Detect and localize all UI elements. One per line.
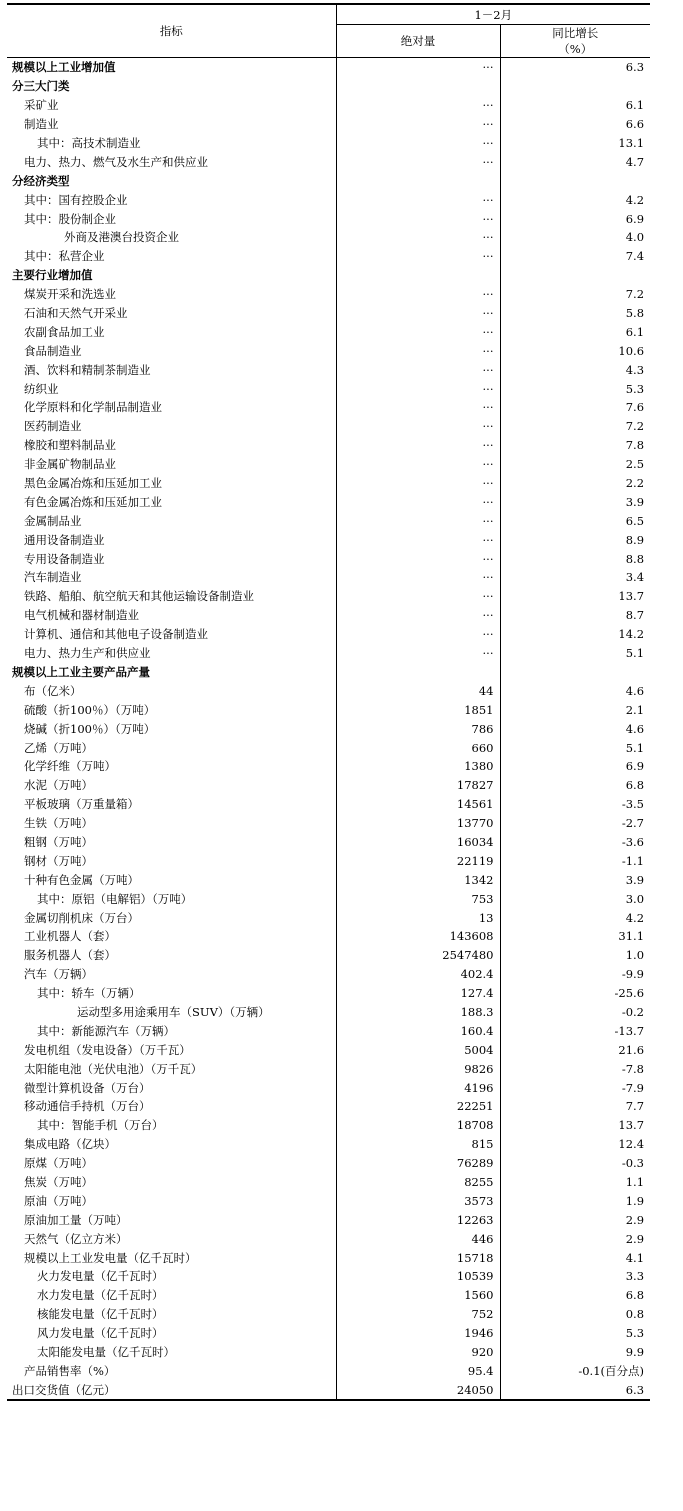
row-label: 规模以上工业主要产品产量 <box>12 664 150 679</box>
row-label: 外商及港澳台投资企业 <box>64 230 179 245</box>
row-label: 食品制造业 <box>24 343 82 358</box>
row-absolute-value: 160.4 <box>336 1021 500 1040</box>
table-row <box>7 77 650 96</box>
table-row <box>7 606 650 625</box>
row-growth-value: 5.8 <box>500 304 650 323</box>
row-label: 核能发电量（亿千瓦时） <box>37 1307 164 1322</box>
row-absolute-value: ··· <box>336 398 500 417</box>
row-growth-value: 7.8 <box>500 436 650 455</box>
row-absolute-value: ··· <box>336 644 500 663</box>
row-growth-value: 4.0 <box>500 228 650 247</box>
row-label: 太阳能发电量（亿千瓦时） <box>37 1345 175 1359</box>
row-label: 焦炭（万吨） <box>24 1174 93 1189</box>
row-label: 烧碱（折100％）（万吨） <box>24 721 156 736</box>
table-row <box>7 1191 650 1210</box>
row-absolute-value: 143608 <box>336 927 500 946</box>
row-absolute-value: 1342 <box>336 870 500 889</box>
row-absolute-value: 14561 <box>336 795 500 814</box>
row-growth-value: 7.2 <box>500 417 650 436</box>
row-growth-value: 5.1 <box>500 644 650 663</box>
growth-header <box>500 25 650 58</box>
row-label: 其中：原铝（电解铝）（万吨） <box>37 891 193 906</box>
row-growth-value: -2.7 <box>500 814 650 833</box>
row-label: 分三大门类 <box>12 79 70 94</box>
row-absolute-value: ··· <box>336 417 500 436</box>
row-absolute-value: 12263 <box>336 1210 500 1229</box>
table-body <box>7 58 650 1401</box>
row-growth-value: 8.9 <box>500 530 650 549</box>
row-label: 移动通信手持机（万台） <box>24 1099 151 1114</box>
table-row <box>7 1210 650 1229</box>
row-absolute-value: 660 <box>336 738 500 757</box>
row-absolute-value: ··· <box>336 247 500 266</box>
row-growth-value: 4.2 <box>500 908 650 927</box>
table-row <box>7 870 650 889</box>
table-row <box>7 663 650 682</box>
row-growth-value: 9.9 <box>500 1343 650 1362</box>
row-absolute-value: 920 <box>336 1343 500 1362</box>
table-row <box>7 134 650 153</box>
growth-header-unit: （%） <box>558 42 593 56</box>
row-label: 布（亿米） <box>24 683 82 698</box>
table-row <box>7 1361 650 1380</box>
row-label: 电力、热力、燃气及水生产和供应业 <box>24 154 208 169</box>
row-growth-value: -0.3 <box>500 1154 650 1173</box>
row-label: 运动型多用途乘用车（SUV）（万辆） <box>77 1004 270 1019</box>
row-label: 产品销售率（%） <box>24 1363 116 1378</box>
row-absolute-value: 402.4 <box>336 965 500 984</box>
row-absolute-value: 95.4 <box>336 1361 500 1380</box>
row-label: 电力、热力生产和供应业 <box>24 646 151 661</box>
row-growth-value: 13.7 <box>500 587 650 606</box>
table-row <box>7 757 650 776</box>
row-growth-value: 4.6 <box>500 719 650 738</box>
row-label: 水力发电量（亿千瓦时） <box>37 1288 164 1303</box>
row-label: 主要行业增加值 <box>12 268 93 283</box>
table-row <box>7 1380 650 1400</box>
row-absolute-value: 3573 <box>336 1191 500 1210</box>
row-absolute-value: 1851 <box>336 700 500 719</box>
row-label: 通用设备制造业 <box>24 532 105 547</box>
row-absolute-value: ··· <box>336 134 500 153</box>
table-row <box>7 190 650 209</box>
row-label: 其中：私营企业 <box>24 249 105 264</box>
table-row <box>7 814 650 833</box>
table-row <box>7 1286 650 1305</box>
row-absolute-value: ··· <box>336 341 500 360</box>
row-label: 汽车制造业 <box>24 570 82 585</box>
table-row <box>7 341 650 360</box>
row-label: 太阳能电池（光伏电池）（万千瓦） <box>24 1061 203 1076</box>
row-label: 金属制品业 <box>24 513 82 528</box>
table-row <box>7 171 650 190</box>
row-absolute-value: ··· <box>336 209 500 228</box>
row-absolute-value: ··· <box>336 58 500 77</box>
table-row <box>7 927 650 946</box>
row-growth-value: -0.1(百分点) <box>500 1361 650 1380</box>
row-absolute-value: 446 <box>336 1229 500 1248</box>
row-absolute-value: ··· <box>336 455 500 474</box>
table-row <box>7 436 650 455</box>
table-row <box>7 681 650 700</box>
row-absolute-value: ··· <box>336 152 500 171</box>
row-label: 汽车（万辆） <box>24 967 93 982</box>
row-label: 原油加工量（万吨） <box>24 1212 128 1227</box>
table-row <box>7 1059 650 1078</box>
row-absolute-value: ··· <box>336 474 500 493</box>
table-row <box>7 1003 650 1022</box>
row-growth-value: 3.9 <box>500 870 650 889</box>
row-absolute-value: ··· <box>336 360 500 379</box>
table-row <box>7 700 650 719</box>
row-label: 粗钢（万吨） <box>24 834 93 849</box>
row-growth-value: 3.3 <box>500 1267 650 1286</box>
table-row <box>7 738 650 757</box>
row-label: 水泥（万吨） <box>24 778 93 793</box>
table-row <box>7 625 650 644</box>
table-row <box>7 1135 650 1154</box>
row-label: 钢材（万吨） <box>24 853 93 868</box>
row-growth-value: -7.8 <box>500 1059 650 1078</box>
row-absolute-value: ··· <box>336 322 500 341</box>
row-growth-value: 2.9 <box>500 1229 650 1248</box>
row-absolute-value: ··· <box>336 549 500 568</box>
table-row <box>7 795 650 814</box>
row-absolute-value: ··· <box>336 492 500 511</box>
row-growth-value: 3.0 <box>500 889 650 908</box>
table-row <box>7 266 650 285</box>
row-absolute-value: 5004 <box>336 1040 500 1059</box>
row-absolute-value: 44 <box>336 681 500 700</box>
row-label: 非金属矿物制品业 <box>24 457 116 472</box>
row-absolute-value: 4196 <box>336 1078 500 1097</box>
row-growth-value: 8.8 <box>500 549 650 568</box>
row-growth-value: -9.9 <box>500 965 650 984</box>
row-absolute-value: 22119 <box>336 851 500 870</box>
table-row <box>7 833 650 852</box>
row-label: 硫酸（折100％）（万吨） <box>24 702 156 717</box>
row-absolute-value: ··· <box>336 530 500 549</box>
table-row <box>7 889 650 908</box>
row-growth-value: 6.1 <box>500 322 650 341</box>
row-growth-value: -3.5 <box>500 795 650 814</box>
row-growth-value: -13.7 <box>500 1021 650 1040</box>
row-label: 黑色金属冶炼和压延加工业 <box>24 476 162 491</box>
table-row <box>7 1267 650 1286</box>
row-growth-value: -3.6 <box>500 833 650 852</box>
table-row <box>7 474 650 493</box>
row-growth-value: 2.9 <box>500 1210 650 1229</box>
row-absolute-value <box>336 663 500 682</box>
row-label: 其中：国有控股企业 <box>24 192 128 207</box>
row-label: 生铁（万吨） <box>24 816 93 831</box>
row-absolute-value: 24050 <box>336 1380 500 1400</box>
row-growth-value: 6.1 <box>500 96 650 115</box>
row-label: 平板玻璃（万重量箱） <box>24 797 139 812</box>
row-label: 铁路、船舶、航空航天和其他运输设备制造业 <box>24 589 254 604</box>
table-row <box>7 1040 650 1059</box>
table-row <box>7 965 650 984</box>
row-label: 风力发电量（亿千瓦时） <box>37 1326 164 1341</box>
row-label: 集成电路（亿块） <box>24 1137 116 1152</box>
row-absolute-value: 17827 <box>336 776 500 795</box>
row-absolute-value: ··· <box>336 511 500 530</box>
row-absolute-value: 188.3 <box>336 1003 500 1022</box>
period-header: 1－2月 <box>336 4 650 25</box>
table-row <box>7 322 650 341</box>
table-row <box>7 228 650 247</box>
row-label: 规模以上工业发电量（亿千瓦时） <box>24 1250 197 1265</box>
row-growth-value: 6.9 <box>500 757 650 776</box>
table-row <box>7 1305 650 1324</box>
row-label: 酒、饮料和精制茶制造业 <box>24 362 151 377</box>
row-growth-value: 6.9 <box>500 209 650 228</box>
row-growth-value: 2.2 <box>500 474 650 493</box>
table-row <box>7 1229 650 1248</box>
table-row <box>7 984 650 1003</box>
table-row <box>7 1154 650 1173</box>
table-row <box>7 58 650 77</box>
table-row <box>7 644 650 663</box>
row-absolute-value: 13 <box>336 908 500 927</box>
row-growth-value: 12.4 <box>500 1135 650 1154</box>
row-label: 其中：股份制企业 <box>24 211 116 226</box>
row-growth-value: 31.1 <box>500 927 650 946</box>
row-growth-value: 3.9 <box>500 492 650 511</box>
row-label: 十种有色金属（万吨） <box>24 872 139 887</box>
row-growth-value <box>500 171 650 190</box>
row-growth-value: 0.8 <box>500 1305 650 1324</box>
row-growth-value: 7.7 <box>500 1097 650 1116</box>
row-growth-value: 3.4 <box>500 568 650 587</box>
table-row <box>7 587 650 606</box>
row-label: 医药制造业 <box>24 419 82 434</box>
row-growth-value: 5.3 <box>500 379 650 398</box>
table-row <box>7 115 650 134</box>
row-label: 分经济类型 <box>12 173 70 188</box>
table-row <box>7 152 650 171</box>
row-absolute-value: 1946 <box>336 1324 500 1343</box>
row-growth-value: -1.1 <box>500 851 650 870</box>
growth-header-label: 同比增长 <box>552 26 599 40</box>
row-absolute-value: ··· <box>336 625 500 644</box>
row-growth-value <box>500 77 650 96</box>
row-label: 服务机器人（套） <box>24 948 116 963</box>
row-label: 专用设备制造业 <box>24 551 105 566</box>
row-label: 其中：轿车（万辆） <box>37 986 141 1001</box>
table-row <box>7 776 650 795</box>
row-label: 金属切削机床（万台） <box>24 910 139 925</box>
row-growth-value: 2.5 <box>500 455 650 474</box>
row-label: 原油（万吨） <box>24 1193 93 1208</box>
row-growth-value: 7.2 <box>500 285 650 304</box>
row-label: 天然气（亿立方米） <box>24 1231 128 1246</box>
table-row <box>7 851 650 870</box>
row-absolute-value: ··· <box>336 304 500 323</box>
row-growth-value <box>500 663 650 682</box>
row-absolute-value: 9826 <box>336 1059 500 1078</box>
row-absolute-value: ··· <box>336 285 500 304</box>
row-absolute-value <box>336 266 500 285</box>
statistics-table-container <box>7 3 650 1401</box>
table-row <box>7 1116 650 1135</box>
row-label: 乙烯（万吨） <box>24 740 93 755</box>
row-label: 纺织业 <box>24 381 59 396</box>
row-label: 出口交货值（亿元） <box>7 1380 336 1400</box>
table-row <box>7 285 650 304</box>
row-label: 化学纤维（万吨） <box>24 759 116 774</box>
row-growth-value: 14.2 <box>500 625 650 644</box>
table-row <box>7 1248 650 1267</box>
table-row <box>7 908 650 927</box>
row-absolute-value: ··· <box>336 568 500 587</box>
row-growth-value: 4.6 <box>500 681 650 700</box>
row-absolute-value: ··· <box>336 436 500 455</box>
row-absolute-value: 815 <box>336 1135 500 1154</box>
table-row <box>7 568 650 587</box>
row-growth-value <box>500 266 650 285</box>
row-absolute-value: 22251 <box>336 1097 500 1116</box>
table-row <box>7 1343 650 1362</box>
row-absolute-value: 127.4 <box>336 984 500 1003</box>
row-growth-value: 6.3 <box>500 1380 650 1400</box>
industrial-statistics-table <box>7 3 650 1401</box>
row-label: 电气机械和器材制造业 <box>24 608 139 623</box>
row-absolute-value: 1560 <box>336 1286 500 1305</box>
row-absolute-value: ··· <box>336 190 500 209</box>
row-label: 计算机、通信和其他电子设备制造业 <box>24 627 208 642</box>
row-growth-value: 1.1 <box>500 1173 650 1192</box>
row-growth-value: 6.5 <box>500 511 650 530</box>
table-row <box>7 360 650 379</box>
row-growth-value: 4.2 <box>500 190 650 209</box>
table-row <box>7 719 650 738</box>
row-absolute-value <box>336 171 500 190</box>
row-label: 火力发电量（亿千瓦时） <box>37 1269 164 1284</box>
row-growth-value: 6.6 <box>500 115 650 134</box>
row-label: 发电机组（发电设备）（万千瓦） <box>24 1042 191 1057</box>
row-growth-value: 13.1 <box>500 134 650 153</box>
row-label: 其中：高技术制造业 <box>37 136 141 150</box>
table-row <box>7 96 650 115</box>
row-absolute-value: 752 <box>336 1305 500 1324</box>
row-growth-value: 4.1 <box>500 1248 650 1267</box>
table-row <box>7 492 650 511</box>
indicator-header: 指标 <box>7 4 336 58</box>
row-growth-value: 7.4 <box>500 247 650 266</box>
row-absolute-value: 10539 <box>336 1267 500 1286</box>
row-label: 原煤（万吨） <box>24 1156 93 1171</box>
row-label: 制造业 <box>24 117 59 132</box>
table-row <box>7 530 650 549</box>
row-growth-value: 1.9 <box>500 1191 650 1210</box>
table-row <box>7 1324 650 1343</box>
table-row <box>7 1097 650 1116</box>
row-absolute-value: 786 <box>336 719 500 738</box>
row-absolute-value: 2547480 <box>336 946 500 965</box>
table-row <box>7 455 650 474</box>
row-growth-value: 6.8 <box>500 776 650 795</box>
row-growth-value: 13.7 <box>500 1116 650 1135</box>
row-growth-value: 7.6 <box>500 398 650 417</box>
row-absolute-value: ··· <box>336 115 500 134</box>
row-label: 石油和天然气开采业 <box>24 306 128 321</box>
table-header <box>7 4 650 58</box>
table-row <box>7 549 650 568</box>
row-growth-value: -0.2 <box>500 1003 650 1022</box>
row-label: 工业机器人（套） <box>24 929 116 944</box>
row-absolute-value: 16034 <box>336 833 500 852</box>
row-label: 采矿业 <box>24 98 59 113</box>
table-row <box>7 1173 650 1192</box>
row-absolute-value: 18708 <box>336 1116 500 1135</box>
row-absolute-value: ··· <box>336 587 500 606</box>
row-label: 农副食品加工业 <box>24 324 105 339</box>
row-absolute-value: ··· <box>336 379 500 398</box>
row-growth-value: -7.9 <box>500 1078 650 1097</box>
table-row <box>7 304 650 323</box>
row-growth-value: 4.3 <box>500 360 650 379</box>
row-absolute-value: ··· <box>336 96 500 115</box>
row-label: 其中：新能源汽车（万辆） <box>37 1023 175 1038</box>
row-growth-value: 10.6 <box>500 341 650 360</box>
row-absolute-value: 15718 <box>336 1248 500 1267</box>
table-row <box>7 417 650 436</box>
row-label: 有色金属冶炼和压延加工业 <box>24 494 162 509</box>
row-growth-value: 5.1 <box>500 738 650 757</box>
row-growth-value: 2.1 <box>500 700 650 719</box>
row-growth-value: 4.7 <box>500 152 650 171</box>
row-label: 煤炭开采和洗选业 <box>24 287 116 302</box>
table-row <box>7 209 650 228</box>
row-absolute-value: 76289 <box>336 1154 500 1173</box>
table-row <box>7 1021 650 1040</box>
table-row <box>7 946 650 965</box>
row-growth-value: 1.0 <box>500 946 650 965</box>
row-absolute-value: 1380 <box>336 757 500 776</box>
row-absolute-value: 753 <box>336 889 500 908</box>
table-row <box>7 511 650 530</box>
row-label: 微型计算机设备（万台） <box>24 1080 151 1095</box>
row-absolute-value <box>336 77 500 96</box>
row-growth-value: -25.6 <box>500 984 650 1003</box>
row-label: 化学原料和化学制品制造业 <box>24 400 162 415</box>
row-growth-value: 5.3 <box>500 1324 650 1343</box>
row-label: 规模以上工业增加值 <box>12 60 116 75</box>
table-row <box>7 1078 650 1097</box>
row-absolute-value: ··· <box>336 228 500 247</box>
row-growth-value: 6.3 <box>500 58 650 77</box>
row-absolute-value: ··· <box>336 606 500 625</box>
row-label: 其中：智能手机（万台） <box>37 1118 164 1133</box>
row-growth-value: 21.6 <box>500 1040 650 1059</box>
table-row <box>7 379 650 398</box>
row-growth-value: 6.8 <box>500 1286 650 1305</box>
table-row <box>7 247 650 266</box>
row-label: 橡胶和塑料制品业 <box>24 438 116 453</box>
row-absolute-value: 13770 <box>336 814 500 833</box>
table-row <box>7 398 650 417</box>
row-absolute-value: 8255 <box>336 1173 500 1192</box>
row-growth-value: 8.7 <box>500 606 650 625</box>
absolute-header: 绝对量 <box>336 25 500 58</box>
